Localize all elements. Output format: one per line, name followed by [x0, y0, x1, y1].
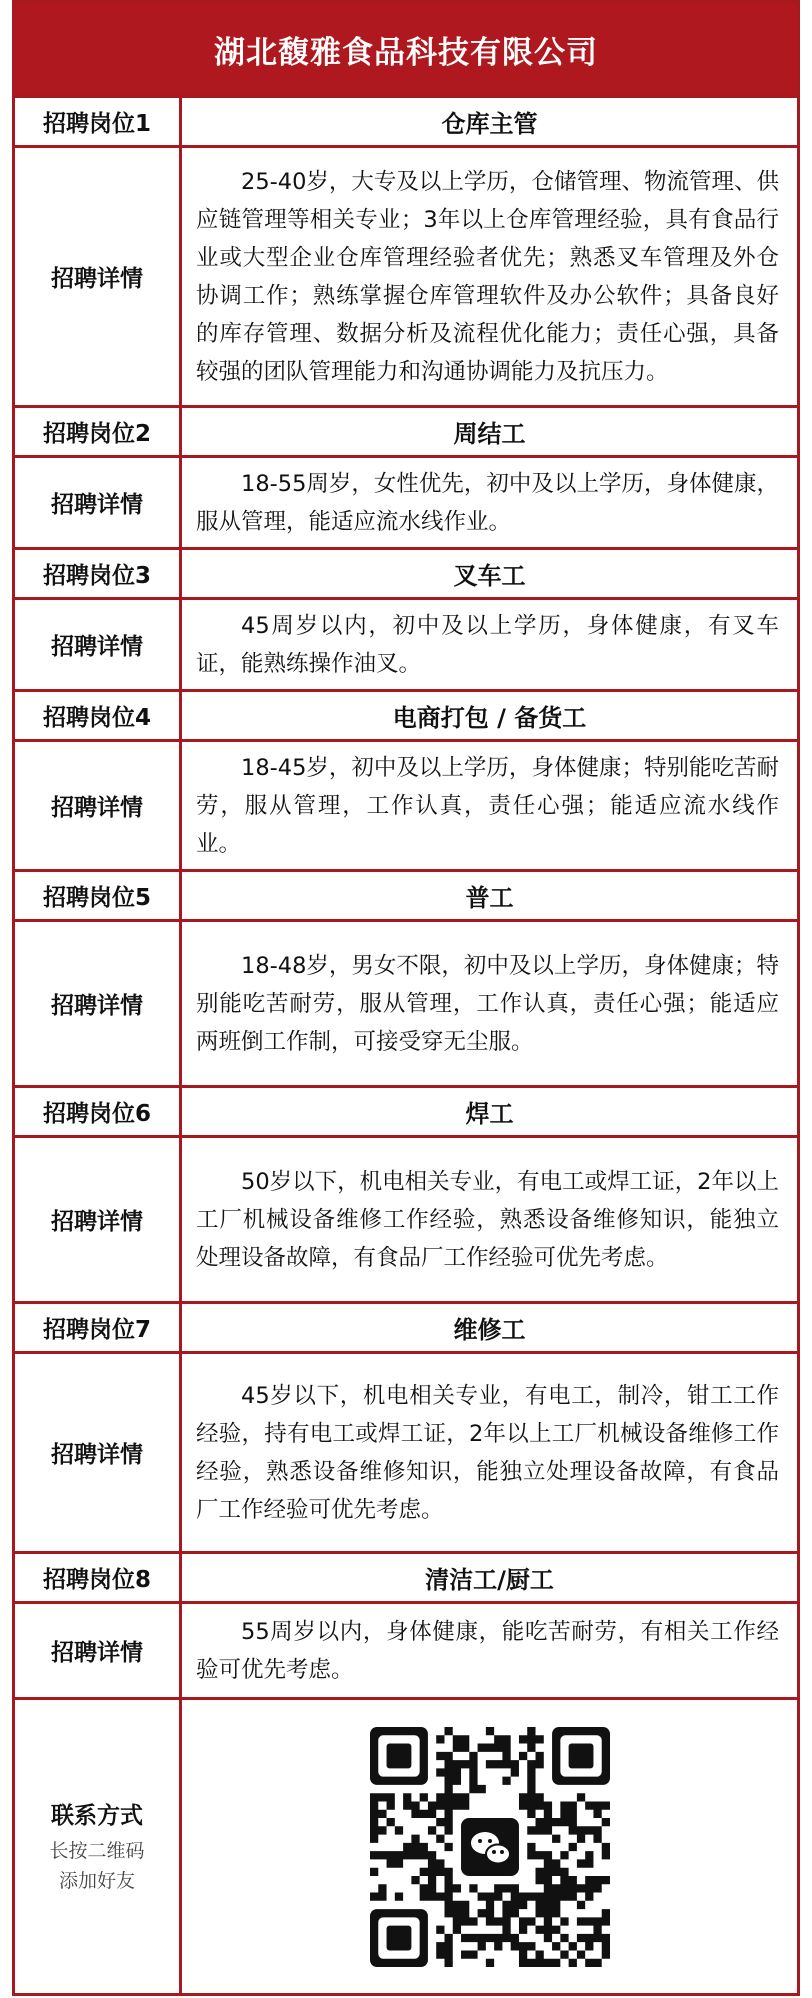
detail-row-3	[15, 597, 797, 689]
position-row-7	[15, 1301, 797, 1351]
qr-finder-top-left	[370, 1727, 428, 1785]
detail-row-4	[15, 739, 797, 869]
position-row-3	[15, 547, 797, 597]
position-name-5: 普工	[465, 884, 514, 912]
position-label-4: 招聘岗位4	[15, 692, 182, 739]
recruitment-sheet	[12, 0, 800, 1996]
position-name-7: 维修工	[453, 1316, 526, 1344]
position-row-1	[15, 95, 797, 145]
contact-hint-1: 长按二维码	[49, 1840, 145, 1862]
detail-text-7: 45岁以下，机电相关专业，有电工，制冷，钳工工作经验，持有电工或焊工证，2年以上工厂机械设备维修工作经验，熟悉设备维修知识，能独立处理设备故障，有食品厂工作经验可优先考虑。	[196, 1382, 779, 1523]
position-label-8: 招聘岗位8	[15, 1554, 182, 1601]
position-name-6: 焊工	[465, 1100, 514, 1128]
detail-label-1: 招聘详情	[15, 148, 182, 405]
contact-hint-2: 添加好友	[58, 1870, 135, 1892]
qr-finder-bottom-left	[370, 1909, 428, 1967]
position-name-3: 叉车工	[453, 562, 526, 590]
qr-finder-top-right	[552, 1727, 610, 1785]
qr-cell	[182, 1700, 797, 1993]
contact-label: 联系方式	[51, 1803, 143, 1829]
position-name-2: 周结工	[453, 420, 526, 448]
wechat-qr-code[interactable]	[370, 1727, 610, 1967]
position-row-5	[15, 869, 797, 919]
detail-text-4: 18-45岁，初中及以上学历，身体健康；特别能吃苦耐劳，服从管理，工作认真，责任心强；能适应流水线作业。	[196, 754, 779, 857]
detail-label-4: 招聘详情	[15, 742, 182, 869]
detail-label-3: 招聘详情	[15, 600, 182, 689]
detail-text-8: 55周岁以内，身体健康，能吃苦耐劳，有相关工作经验可优先考虑。	[196, 1618, 779, 1683]
detail-label-8: 招聘详情	[15, 1604, 182, 1697]
detail-row-8	[15, 1601, 797, 1697]
position-label-7: 招聘岗位7	[15, 1304, 182, 1351]
position-label-6: 招聘岗位6	[15, 1088, 182, 1135]
detail-text-6: 50岁以下，机电相关专业，有电工或焊工证，2年以上工厂机械设备维修工作经验，熟悉设备维修知识，能独立处理设备故障，有食品厂工作经验可优先考虑。	[196, 1168, 779, 1271]
detail-row-5	[15, 919, 797, 1085]
detail-label-5: 招聘详情	[15, 922, 182, 1085]
detail-label-6: 招聘详情	[15, 1138, 182, 1301]
detail-text-2: 18-55周岁，女性优先，初中及以上学历，身体健康，服从管理，能适应流水线作业。	[196, 470, 779, 535]
position-label-3: 招聘岗位3	[15, 550, 182, 597]
position-label-5: 招聘岗位5	[15, 872, 182, 919]
detail-row-2	[15, 455, 797, 547]
position-label-2: 招聘岗位2	[15, 408, 182, 455]
wechat-logo-icon	[461, 1818, 519, 1876]
position-row-8	[15, 1551, 797, 1601]
position-row-4	[15, 689, 797, 739]
company-title: 湖北馥雅食品科技有限公司	[15, 3, 797, 95]
position-row-2	[15, 405, 797, 455]
position-name-1: 仓库主管	[441, 110, 538, 138]
position-label-1: 招聘岗位1	[15, 98, 182, 145]
detail-text-1: 25-40岁，大专及以上学历，仓储管理、物流管理、供应链管理等相关专业；3年以上仓库管理经验，具有食品行业或大型企业仓库管理经验者优先；熟悉叉车管理及外仓协调工作；熟练掌握仓库管理软件及办公软件；具备良好的库存管理、数据分析及流程优化能力；责任心强，具备较强的团队管理能力和沟通协调能力及抗压力。	[196, 168, 779, 385]
detail-row-1	[15, 145, 797, 405]
position-row-6	[15, 1085, 797, 1135]
detail-row-7	[15, 1351, 797, 1551]
detail-text-3: 45周岁以内，初中及以上学历，身体健康，有叉车证，能熟练操作油叉。	[196, 612, 779, 677]
position-name-4: 电商打包 / 备货工	[392, 704, 587, 732]
contact-row	[15, 1697, 797, 1993]
detail-label-7: 招聘详情	[15, 1354, 182, 1551]
detail-text-5: 18-48岁，男女不限，初中及以上学历，身体健康；特别能吃苦耐劳，服从管理，工作认真，责任心强；能适应两班倒工作制，可接受穿无尘服。	[196, 952, 779, 1055]
detail-label-2: 招聘详情	[15, 458, 182, 547]
position-name-8: 清洁工/厨工	[425, 1566, 554, 1594]
contact-cell	[15, 1700, 182, 1993]
detail-row-6	[15, 1135, 797, 1301]
